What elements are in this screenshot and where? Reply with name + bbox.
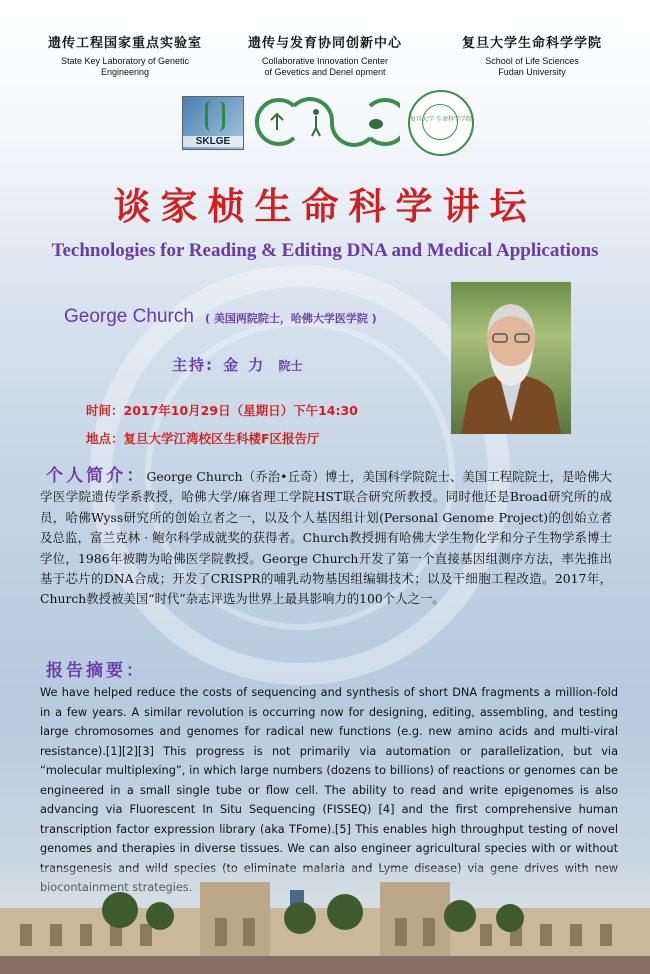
institution-ccg bbox=[225, 32, 425, 78]
event-time: 时间：2017年10月29日（星期日）下午14:30 bbox=[86, 403, 358, 418]
ccg-logo bbox=[250, 94, 400, 150]
speaker-bio bbox=[40, 466, 612, 610]
bio-heading: 个人简介： bbox=[46, 466, 147, 486]
lecture-title-en: Technologies for Reading & Editing DNA and Medical Applications bbox=[51, 240, 599, 261]
lecture-series-title: 谈家桢生命科学讲坛 bbox=[113, 184, 537, 228]
abstract-text: We have helped reduce the costs of sequencing and synthesis of short DNA fragments a million-fold in a few years. A similar revolution is occurring now for designing, editing, assembling, and testing large chromosomes and genomes for radical new functions (e.g. new amino acids and multi-viral resistance).[1][2][3] This progress is not primarily via automation or parallelization, but via “molecular multiplexing”, in which large numbers (dozens to billions) of reactions or genomes can be engineered in a small single tube or flow cell. The ability to read and write epigenomes is also advancing via Fluorescent In Situ Sequencing (FISSEQ) [4] and the first comprehensive human transcription factor expression library (aka TFome).[5] This enables high throughput testing of novel genomes and therapies in diverse tissues. We can also engineer agricultural species with or without bbox=[40, 686, 618, 855]
event-place: 地点：复旦大学江湾校区生科楼F区报告厅 bbox=[86, 431, 320, 446]
abstract-heading: 报告摘要： bbox=[46, 661, 146, 681]
speaker-photo bbox=[451, 282, 571, 434]
institution-name-zh: 遗传工程国家重点实验室 bbox=[47, 36, 202, 51]
institution-name-zh: 遗传与发育协同创新中心 bbox=[247, 36, 402, 51]
institution-name-en: State Key Laboratory of Genetic Engineering bbox=[60, 56, 190, 77]
institution-name-zh: 复旦大学生命科学学院 bbox=[461, 36, 602, 51]
institution-name-en: Collaborative Innovation Center of Gevetics and Denel opment bbox=[261, 56, 389, 77]
dna-helix-icon bbox=[205, 101, 225, 131]
institution-fudan-life-sciences bbox=[432, 32, 632, 78]
fudan-life-sciences-seal bbox=[408, 90, 474, 156]
speaker-name: George Church bbox=[64, 306, 194, 327]
speaker-affiliation: ( 美国两院院士，哈佛大学医学院 ) bbox=[205, 312, 377, 325]
sklge-logo bbox=[182, 96, 244, 150]
seal-text: 复旦大学 生命科学学院 bbox=[410, 116, 472, 123]
institution-name-en: School of Life Sciences Fudan University bbox=[485, 56, 579, 77]
sklge-logo-text: SKLGE bbox=[183, 136, 243, 147]
host-title: 院士 bbox=[278, 359, 303, 373]
bio-text: George Church（乔治•丘奇）博士，美国科学院院士、美国工程院院士，是哈佛大学医学院遗传学系教授，哈佛大学/麻省理工学院HST联合研究所教授。同时他还是Broad研究所的成员，哈佛Wyss研究所的创始立者之一，以及个人基因组计划(Personal Genome Project)的创始立者及总监，富兰克林 · 鲍尔科学成就奖的获得者。Church教授拥有哈佛大学生物化学和分子生物学系博士学位，1986年被聘为哈佛医学院教授。George Church开发了第一个直接基因组测序方法，率先推出基于芯片的DNA合成；开发了CRISPR的哺乳动物基因组编辑技术；以及干细胞工程改造。2017年，Church教授被美国“时代”杂志评选为世界上最具影响力的100个人之一。 bbox=[40, 469, 612, 607]
host-line bbox=[172, 354, 303, 375]
institution-sklge bbox=[25, 32, 225, 78]
host-name: 金力 bbox=[223, 356, 274, 374]
speaker-line bbox=[64, 306, 377, 328]
logo-row bbox=[182, 94, 472, 154]
host-label: 主持: bbox=[172, 356, 214, 374]
campus-building-photo bbox=[0, 868, 650, 974]
